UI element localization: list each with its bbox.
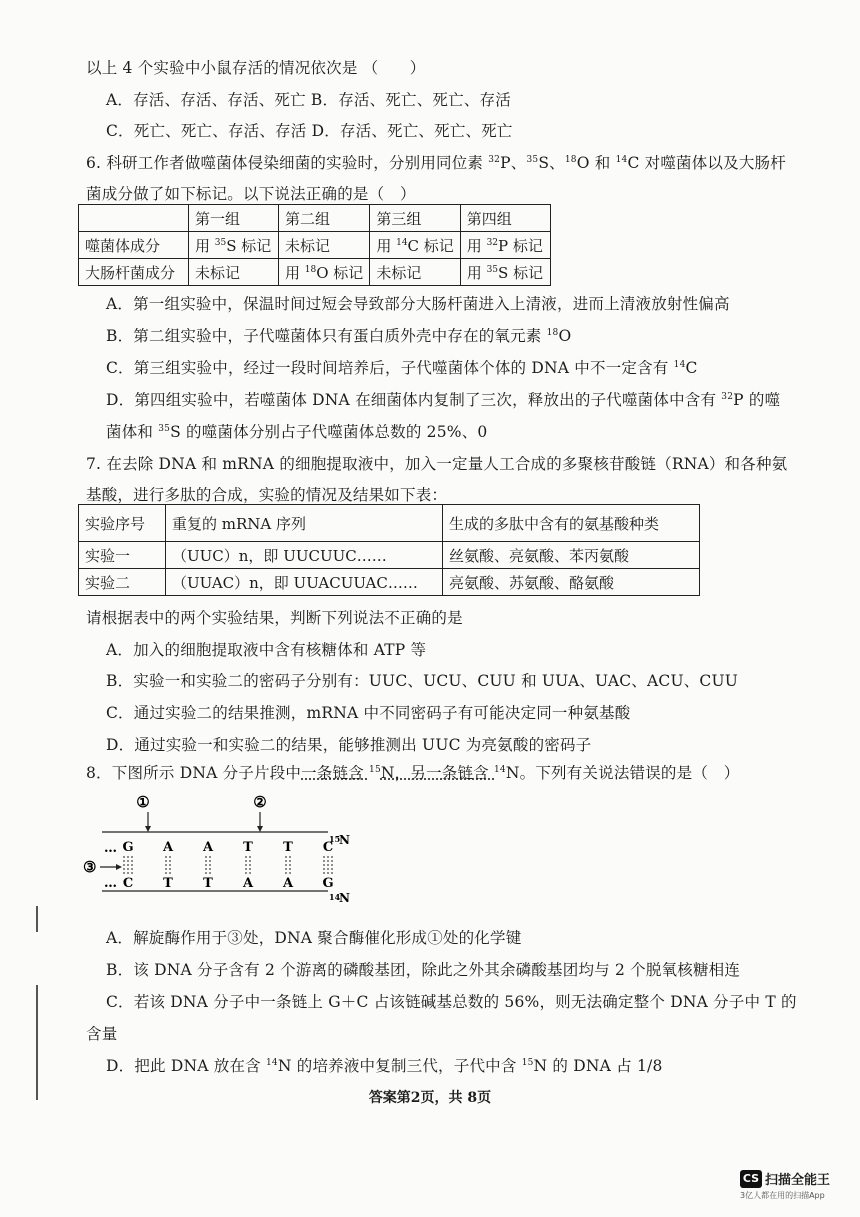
q6-stem-line2: 菌成分做了如下标记。以下说法正确的是（ ） bbox=[86, 185, 416, 203]
q5-options-row2: C．死亡、死亡、存活、存活 D．存活、死亡、死亡、死亡 bbox=[106, 122, 513, 140]
q7-option-a: A．加入的细胞提取液中含有核糖体和 ATP 等 bbox=[106, 641, 427, 659]
top-base: T bbox=[283, 840, 293, 855]
n14-label: N bbox=[339, 891, 350, 905]
svg-text:14: 14 bbox=[329, 892, 341, 902]
q7-stem-line2: 基酸，进行多肽的合成，实验的情况及结果如下表： bbox=[86, 486, 448, 504]
q7-prompt: 请根据表中的两个实验结果，判断下列说法不正确的是 bbox=[86, 609, 463, 627]
n15-label: N bbox=[339, 833, 350, 847]
q8-option-d: D．把此 DNA 放在含 $^{14}$N 的培养液中复制三代，子代中含 $^{15}$N 的 DNA 占 1/8 bbox=[106, 1057, 663, 1075]
dna-diagram bbox=[80, 788, 380, 910]
top-base: A bbox=[202, 840, 214, 855]
q8-option-b: B．该 DNA 分子含有 2 个游离的磷酸基团，除此之外其余磷酸基团均与 2 个脱氧核糖相连 bbox=[106, 961, 741, 979]
q7-option-c: C．通过实验二的结果推测，mRNA 中不同密码子有可能决定同一种氨基酸 bbox=[106, 704, 631, 722]
scanner-logo-icon: CS bbox=[740, 1170, 762, 1188]
label-1: ① bbox=[136, 793, 150, 811]
q7-table bbox=[78, 504, 700, 596]
bottom-base: A bbox=[282, 876, 294, 891]
bottom-base: C bbox=[122, 876, 134, 891]
top-base: T bbox=[243, 840, 253, 855]
q8-stem: 8．下图所示 DNA 分子片段中一条链含 $^{15}$N，另一条链含 $^{14}$N。下列有关说法错误的是（ ） bbox=[86, 764, 740, 782]
q8-option-a: A．解旋酶作用于③处，DNA 聚合酶催化形成①处的化学键 bbox=[106, 929, 522, 947]
base-pairs bbox=[122, 840, 333, 891]
q8-option-c-line2: 含量 bbox=[86, 1025, 118, 1043]
label-2: ② bbox=[253, 793, 267, 811]
q7-option-d: D．通过实验一和实验二的结果，能够推测出 UUC 为亮氨酸的密码子 bbox=[106, 736, 592, 754]
svg-text:…: … bbox=[104, 876, 117, 891]
q6-option-b: B．第二组实验中，子代噬菌体只有蛋白质外壳中存在的氧元素 $^{18}$O bbox=[106, 327, 572, 345]
scan-mark bbox=[36, 985, 38, 1100]
svg-text:…: … bbox=[104, 841, 117, 856]
bottom-base: G bbox=[322, 876, 334, 891]
top-base: A bbox=[162, 840, 174, 855]
page-footer: 答案第2页，共 8页 bbox=[368, 1090, 492, 1106]
q5-options-row1: A．存活、存活、存活、死亡 B．存活、死亡、死亡、存活 bbox=[106, 91, 511, 109]
q6-table bbox=[78, 204, 551, 286]
table-row: 实验一 （UUC）n，即 UUCUUC…… 丝氨酸、亮氨酸、苯丙氨酸 bbox=[79, 542, 700, 569]
top-base: G bbox=[122, 840, 134, 855]
bottom-base: T bbox=[203, 876, 213, 891]
q8-option-c: C．若该 DNA 分子中一条链上 G＋C 占该链碱基总数的 56%，则无法确定整个 DNA 分子中 T 的 bbox=[106, 993, 797, 1011]
label-3: ③ bbox=[83, 858, 97, 876]
scanner-watermark: CS 扫描全能王 3亿人都在用的扫描App bbox=[740, 1171, 831, 1200]
q6-option-a: A．第一组实验中，保温时间过短会导致部分大肠杆菌进入上清液，进而上清液放射性偏高 bbox=[106, 295, 730, 313]
table-row: 实验二 （UUAC）n，即 UUACUUAC…… 亮氨酸、苏氨酸、酪氨酸 bbox=[79, 569, 700, 596]
scan-mark bbox=[36, 906, 38, 932]
q6-option-d: D．第四组实验中，若噬菌体 DNA 在细菌体内复制了三次，释放出的子代噬菌体中含有 $^{32}$P 的噬 bbox=[106, 391, 781, 409]
bottom-base: T bbox=[163, 876, 173, 891]
table-row: 大肠杆菌成分 未标记 用 $^{18}$O 标记 未标记 用 $^{35}$S 标记 bbox=[79, 259, 551, 286]
bottom-base: A bbox=[242, 876, 254, 891]
table-row: 实验序号 重复的 mRNA 序列 生成的多肽中含有的氨基酸种类 bbox=[79, 505, 700, 542]
q6-stem: 6. 科研工作者做噬菌体侵染细菌的实验时，分别用同位素 $^{32}$P、$^{35}$S、$^{18}$O 和 $^{14}$C 对噬菌体以及大肠杆 bbox=[86, 154, 786, 172]
top-base: C bbox=[322, 840, 334, 855]
svg-text:15: 15 bbox=[329, 834, 341, 844]
q7-option-b: B．实验一和实验二的密码子分别有：UUC、UCU、CUU 和 UUA、UAC、ACU、CUU bbox=[106, 672, 738, 690]
q6-option-c: C．第三组实验中，经过一段时间培养后，子代噬菌体个体的 DNA 中不一定含有 $^{14}$C bbox=[106, 359, 698, 377]
q6-option-d-line2: 菌体和 $^{35}$S 的噬菌体分别占子代噬菌体总数的 25%、0 bbox=[106, 423, 488, 441]
table-row: 噬菌体成分 用 $^{35}$S 标记 未标记 用 $^{14}$C 标记 用 $^{32}$P 标记 bbox=[79, 232, 551, 259]
q5-stem: 以上 4 个实验中小鼠存活的情况依次是 （ ） bbox=[86, 59, 426, 77]
table-row: 第一组 第二组 第三组 第四组 bbox=[79, 205, 551, 232]
q7-stem: 7. 在去除 DNA 和 mRNA 的细胞提取液中，加入一定量人工合成的多聚核苷酸链（RNA）和各种氨 bbox=[86, 455, 788, 473]
